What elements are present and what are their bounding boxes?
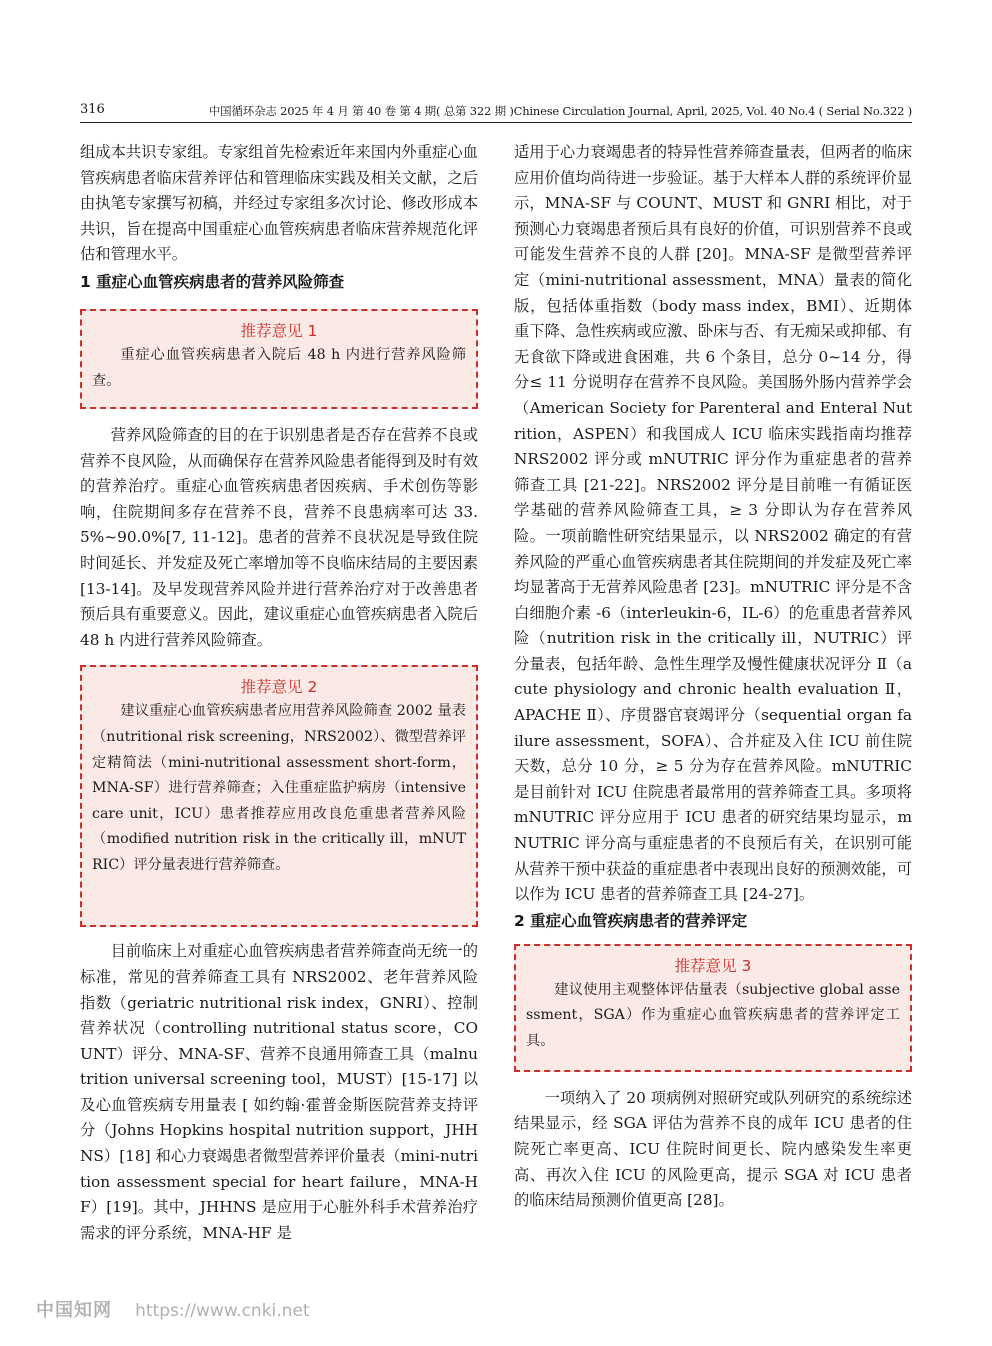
paragraph: 营养风险筛查的目的在于识别患者是否存在营养不良或营养不良风险，从而确保存在营养风险患者能得到及时有效的营养治疗。重症心血管疾病患者因疾病、手术创伤等影响，住院期间多存在营养不良，营养不良患病率可达 33.5%~90.0%[7, 11-12]。患者的营养不良状况是导致住院时间延长、并发症及死亡率增加等不良临床结局的主要因素 [13-14]。及早发现营养风险并进行营养治疗对于改善患者预后具有重要意义。因此，建议重症心血管疾病患者入院后 48 h 内进行营养风险筛查。 [80,425,478,649]
paragraph: 一项纳入了 20 项病例对照研究或队列研究的系统综述结果显示，经 SGA 评估为营养不良的成年 ICU 患者的住院死亡率更高、ICU 住院时间更长、院内感染发生率更高、再次入住 ICU 的风险更高，提示 SGA 对 ICU 患者的临床结局预测价值更高 [28]。 [514,1088,912,1210]
running-header [80,100,912,123]
journal-citation: 中国循环杂志 2025 年 4 月 第 40 卷 第 4 期( 总第 322 期 )Chinese Circulation Journal, April, 2025, Vol. 40 No.4 ( Serial No.322 ) [208,104,912,118]
recommendation-title: 推荐意见 2 [240,678,318,697]
recommendation-box-2 [80,665,478,927]
recommendation-title: 推荐意见 3 [674,956,752,975]
page-number: 316 [80,102,105,117]
left-column [80,140,478,1246]
section-heading-2: 2 重症心血管疾病患者的营养评定 [514,911,748,930]
cnki-logo: 中国知网 [36,1300,112,1321]
cnki-url[interactable]: https://www.cnki.net [135,1301,310,1321]
recommendation-body: 建议使用主观整体评估量表（subjective global assessment，SGA）作为重症心血管疾病患者的营养评定工具。 [526,981,900,1049]
right-column [514,140,912,1214]
paragraph: 适用于心力衰竭患者的特异性营养筛查量表，但两者的临床应用价值均尚待进一步验证。基于大样本人群的系统评价显示，MNA-SF 与 COUNT、MUST 和 GNRI 相比，对于预测心力衰竭患者预后具有良好的价值，可识别营养不良或可能发生营养不良的人群 [20]。MNA-SF 是微型营养评定（mini-nutritional assessment，MNA）量表的简化版，包括体重指数（body mass index，BMI）、近期体重下降、急性疾病或应激、卧床与否、有无痴呆或抑郁、有无食欲下降或进食困难，共 6 个条目，总分 0~14 分，得分≤ 11 分说明存在营养不良风险。美国肠外肠内营养学会（American Society for Parenteral and Enteral Nutrition，ASPEN）和我国成人 ICU 临床实践指南均推荐 NRS2002 评分或 mNUTRIC 评分作为重症患者的营养筛查工具 [21-22]。NRS2002 评分是目前唯一有循证医学基础的营养风险筛查工具，≥ 3 分即认为存在营养风险。一项前瞻性研究结果显示，以 NRS2002 确定的有营养风险的严重心血管疾病患者其住院期间的并发症及死亡率均显著高于无营养风险患者 [23]。mNUTRIC 评分是不含白细胞介素 -6（interleukin-6，IL-6）的危重患者营养风险（nutrition risk in the critically ill，NUTRIC）评分量表，包括年龄、急性生理学及慢性健康状况评分 Ⅱ（acute physiology and chronic health evaluation Ⅱ，APACHE Ⅱ）、序贯器官衰竭评分（sequential organ failure assessment，SOFA）、合并症及入住 ICU 前住院天数，总分 10 分，≥ 5 分为存在营养风险。mNUTRIC 是目前针对 ICU 住院患者最常用的营养筛查工具。多项将 mNUTRIC 评分应用于 ICU 患者的研究结果均显示，mNUTRIC 评分高与重症患者的不良预后有关，在识别可能从营养干预中获益的重症患者中表现出良好的预测效能，可以作为 ICU 患者的营养筛查工具 [24-27]。 [514,143,912,904]
recommendation-box-1 [80,309,478,409]
recommendation-box-3 [514,944,912,1072]
recommendation-title: 推荐意见 1 [240,321,318,340]
watermark [36,1296,310,1320]
section-heading-1: 1 重症心血管疾病患者的营养风险筛查 [80,272,345,291]
paragraph: 组成本共识专家组。专家组首先检索近年来国内外重症心血管疾病患者临床营养评估和管理临床实践及相关文献，之后由执笔专家撰写初稿，并经过专家组多次讨论、修改形成本共识，旨在提高中国重症心血管疾病患者临床营养规范化评估和管理水平。 [80,143,478,264]
recommendation-body: 重症心血管疾病患者入院后 48 h 内进行营养风险筛查。 [92,346,466,389]
paragraph: 目前临床上对重症心血管疾病患者营养筛查尚无统一的标准，常见的营养筛查工具有 NRS2002、老年营养风险指数（geriatric nutritional risk index，GNRI）、控制营养状况（controlling nutritional status score，COUNT）评分、MNA-SF、营养不良通用筛查工具（malnutrition universal screening tool，MUST）[15-17] 以及心血管疾病专用量表 [ 如约翰·霍普金斯医院营养支持评分（Johns Hopkins hospital nutrition support，JHHNS）[18] 和心力衰竭患者微型营养评价量表（mini-nutrition assessment special for heart failure，MNA-HF）[19]。其中，JHHNS 是应用于心脏外科手术营养治疗需求的评分系统，MNA-HF 是 [80,942,478,1242]
recommendation-body: 建议重症心血管疾病患者应用营养风险筛查 2002 量表（nutritional risk screening，NRS2002）、微型营养评定精简法（mini-nutritional assessment short-form，MNA-SF）进行营养筛查；入住重症监护病房（intensive care unit，ICU）患者推荐应用改良危重患者营养风险（modified nutrition risk in the critically ill，mNUTRIC）评分量表进行营养筛查。 [92,703,466,873]
